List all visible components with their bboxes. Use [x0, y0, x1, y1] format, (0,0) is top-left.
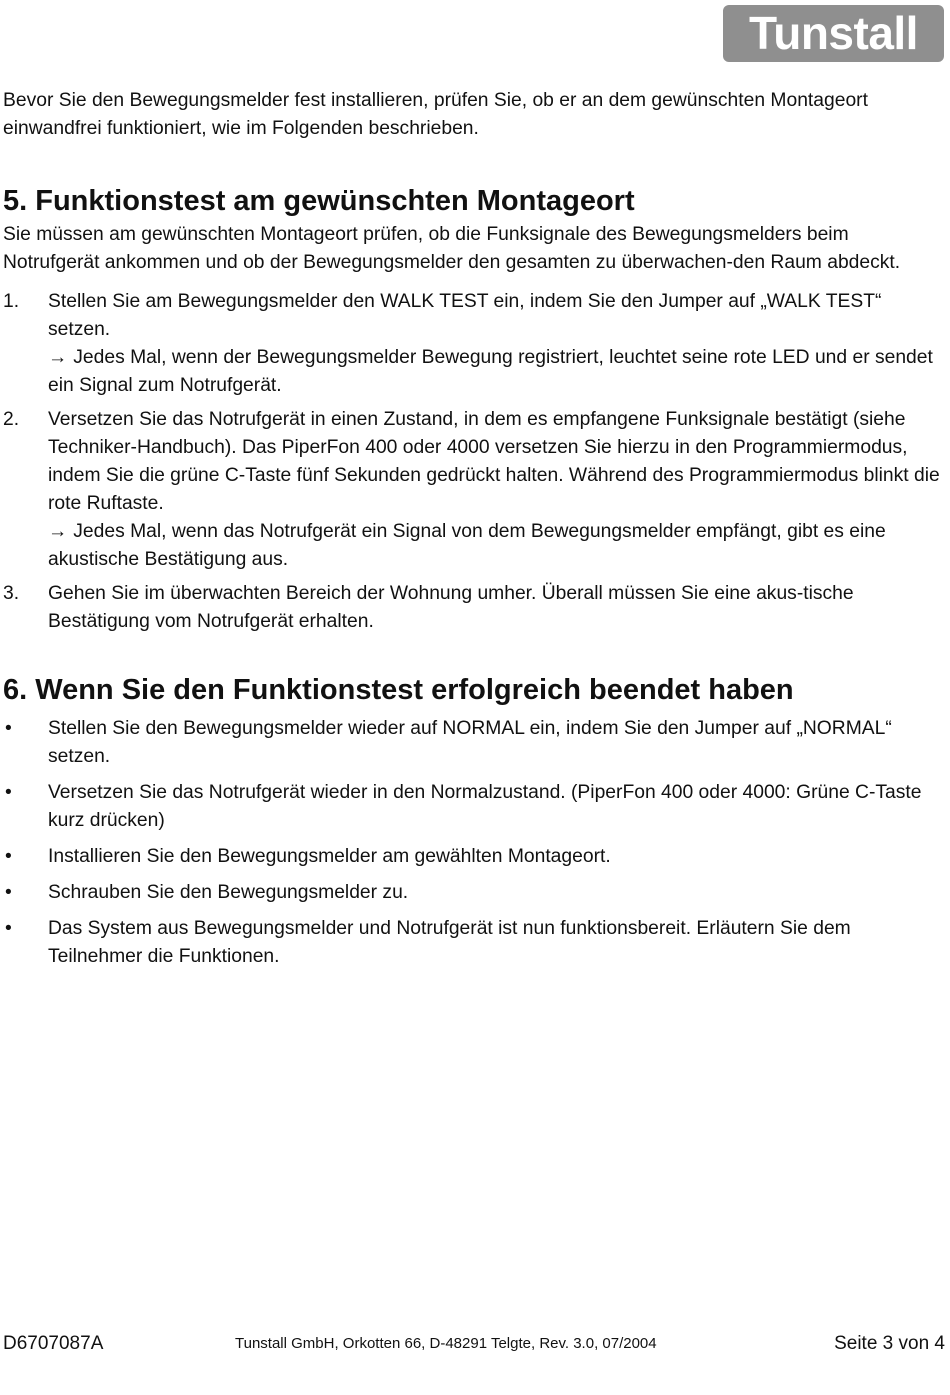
bullet-text: Versetzen Sie das Notrufgerät wieder in den Normalzustand. (PiperFon 400 oder 4000: Grüne C-Taste kurz drücken)	[48, 782, 922, 831]
step-result	[48, 518, 943, 574]
bullet-icon: •	[5, 846, 12, 867]
step-text: Versetzen Sie das Notrufgerät in einen Zustand, in dem es empfangene Funksignale bestätigt (siehe Techniker-Handbuch). Das PiperFon 400 oder 4000 versetzen Sie hierzu in den Programmiermodus, indem Sie die grüne C-Taste fünf Sekunden gedrückt halten. Während des Programmiermodus blinkt die rote Ruftaste.	[48, 409, 940, 514]
bullet-icon: •	[5, 718, 12, 739]
list-item	[3, 915, 943, 971]
step-result	[48, 344, 943, 400]
completion-bullets	[3, 715, 943, 971]
arrow-right-icon: →	[48, 347, 68, 368]
list-item	[3, 715, 943, 771]
step-number: 1.	[3, 291, 20, 312]
page-footer	[3, 1330, 945, 1358]
list-item	[3, 879, 943, 907]
step-number: 2.	[3, 409, 20, 430]
document-body	[3, 87, 943, 979]
page-number: Seite 3 von 4	[834, 1333, 945, 1354]
list-item	[3, 288, 943, 400]
intro-paragraph: Bevor Sie den Bewegungsmelder fest installieren, prüfen Sie, ob er an dem gewünschten Montageort einwandfrei funktioniert, wie im Folgenden beschrieben.	[3, 90, 868, 139]
document-id: D6707087A	[3, 1333, 104, 1354]
list-item	[3, 779, 943, 835]
step-result-text: Jedes Mal, wenn das Notrufgerät ein Signal von dem Bewegungsmelder empfängt, gibt es eine akustische Bestätigung aus.	[48, 521, 886, 570]
step-number: 3.	[3, 583, 20, 604]
bullet-text: Das System aus Bewegungsmelder und Notrufgerät ist nun funktionsbereit. Erläutern Sie dem Teilnehmer die Funktionen.	[48, 918, 851, 967]
section-5-paragraph: Sie müssen am gewünschten Montageort prüfen, ob die Funksignale des Bewegungsmelders beim Notrufgerät ankommen und ob der Bewegungsmelder den gesamten zu überwachen-den Raum abdeckt.	[3, 224, 901, 273]
list-item	[3, 843, 943, 871]
step-result-text: Jedes Mal, wenn der Bewegungsmelder Bewegung registriert, leuchtet seine rote LED und er sendet ein Signal zum Notrufgerät.	[48, 347, 933, 396]
bullet-icon: •	[5, 918, 12, 939]
step-text: Stellen Sie am Bewegungsmelder den WALK TEST ein, indem Sie den Jumper auf „WALK TEST“ setzen.	[48, 291, 882, 340]
step-text: Gehen Sie im überwachten Bereich der Wohnung umher. Überall müssen Sie eine akus-tische Bestätigung vom Notrufgerät erhalten.	[48, 583, 854, 632]
tunstall-logo: Tunstall	[723, 5, 944, 62]
bullet-text: Schrauben Sie den Bewegungsmelder zu.	[48, 882, 409, 903]
bullet-icon: •	[5, 882, 12, 903]
arrow-right-icon: →	[48, 521, 68, 542]
list-item	[3, 580, 943, 636]
bullet-text: Installieren Sie den Bewegungsmelder am gewählten Montageort.	[48, 846, 611, 867]
test-steps-list	[3, 288, 943, 636]
bullet-text: Stellen Sie den Bewegungsmelder wieder auf NORMAL ein, indem Sie den Jumper auf „NORMAL“ setzen.	[48, 718, 892, 767]
bullet-icon: •	[5, 782, 12, 803]
list-item	[3, 406, 943, 574]
section-5-heading: 5. Funktionstest am gewünschten Montageort	[3, 185, 635, 217]
company-address: Tunstall GmbH, Orkotten 66, D-48291 Telgte, Rev. 3.0, 07/2004	[235, 1335, 657, 1352]
section-6-heading: 6. Wenn Sie den Funktionstest erfolgreich beendet haben	[3, 674, 794, 706]
